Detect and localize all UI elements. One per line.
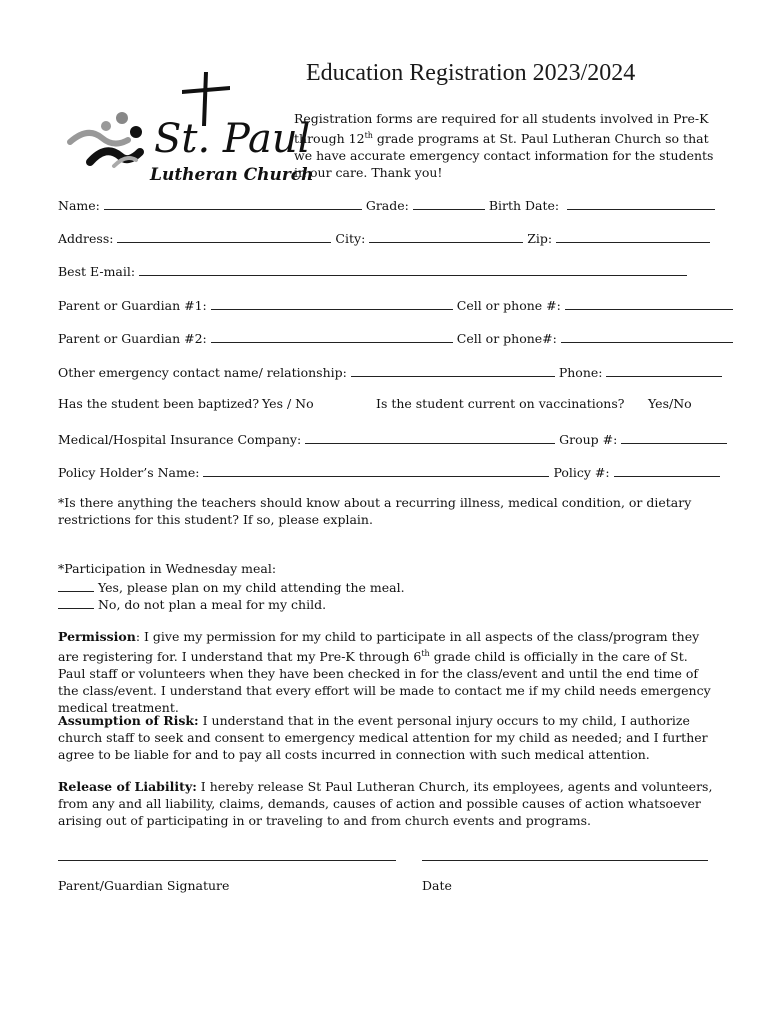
zip-label: Zip:: [527, 231, 553, 246]
baptized-label: Has the student been baptized?: [58, 396, 260, 411]
date-label: Date: [422, 878, 452, 893]
baptized-options[interactable]: Yes / No: [262, 396, 314, 411]
parent2-field[interactable]: [211, 329, 453, 343]
risk-label: Assumption of Risk:: [58, 713, 199, 728]
email-field[interactable]: [139, 262, 687, 276]
email-label: Best E-mail:: [58, 264, 136, 279]
figure-head-icon: [116, 112, 128, 124]
address-label: Address:: [58, 231, 114, 246]
name-field[interactable]: [104, 196, 362, 210]
phone-field[interactable]: [606, 363, 722, 377]
zip-field[interactable]: [556, 229, 710, 243]
meal-no-option: No, do not plan a meal for my child.: [97, 597, 327, 612]
emergency-field[interactable]: [351, 363, 555, 377]
intro-text: Registration forms are required for all students involved in Pre-K through 12th grade programs at St. Paul Lutheran Church so that we have accurate emergency contact information for the students in our care. Thank you!: [294, 111, 714, 181]
group-label: Group #:: [559, 432, 618, 447]
address-row: [58, 229, 710, 246]
cell2-label: Cell or phone#:: [456, 331, 557, 346]
phone-label: Phone:: [558, 365, 603, 380]
meal-heading: *Participation in Wednesday meal:: [58, 561, 277, 576]
signature-label: Parent/Guardian Signature: [58, 878, 230, 893]
meal-no-row: [58, 595, 326, 612]
grade-field[interactable]: [413, 196, 485, 210]
emergency-label: Other emergency contact name/ relationship:: [58, 365, 347, 380]
risk-paragraph: Assumption of Risk: I understand that in the event personal injury occurs to my child, I authorize church staff to seek and consent to emergency medical attention for my child as needed; and I further agree to be liable for and to pay all costs incurred in connection with such medical attention.: [58, 713, 708, 762]
logo-name-main: St. Paul: [154, 116, 311, 162]
name-row: [58, 196, 715, 213]
release-label: Release of Liability:: [58, 779, 197, 794]
vaccinations-label: Is the student current on vaccinations?: [376, 396, 625, 411]
parent1-field[interactable]: [211, 296, 453, 310]
page-title: Education Registration 2023/2024: [306, 60, 636, 86]
birth-date-field[interactable]: [567, 196, 715, 210]
logo-name-sub: Lutheran Church: [150, 165, 314, 185]
permission-paragraph: Permission: I give my permission for my child to participate in all aspects of the class/program they are registering for. I understand that my Pre-K through 6th grade child is officially in the care of St. Paul staff or volunteers when they have been checked in for the class/event and until the end time of the class/event. I understand that every effort will be made to contact me if my child needs emergency medical treatment.: [58, 629, 711, 716]
city-field[interactable]: [369, 229, 523, 243]
meal-no-blank[interactable]: [58, 595, 94, 609]
birth-date-label: Birth Date:: [488, 198, 560, 213]
permission-label: Permission: [58, 629, 136, 644]
parent1-row: [58, 296, 733, 313]
insurance-label: Medical/Hospital Insurance Company:: [58, 432, 302, 447]
cell1-field[interactable]: [565, 296, 733, 310]
signature-line[interactable]: [58, 860, 396, 861]
parent2-row: [58, 329, 733, 346]
policy-row: [58, 463, 720, 480]
policy-holder-field[interactable]: [203, 463, 549, 477]
email-row: [58, 262, 687, 279]
name-label: Name:: [58, 198, 100, 213]
meal-yes-blank[interactable]: [58, 578, 94, 592]
group-field[interactable]: [621, 430, 727, 444]
church-logo: [62, 66, 314, 186]
parent1-label: Parent or Guardian #1:: [58, 298, 207, 313]
emergency-row: [58, 363, 722, 380]
parent2-label: Parent or Guardian #2:: [58, 331, 207, 346]
insurance-field[interactable]: [305, 430, 555, 444]
conditions-question: *Is there anything the teachers should know about a recurring illness, medical condition, or dietary restrictions for this student? If so, please explain.: [58, 495, 692, 527]
vaccinations-options[interactable]: Yes/No: [648, 396, 692, 411]
grade-label: Grade:: [365, 198, 409, 213]
meal-yes-option: Yes, please plan on my child attending the meal.: [97, 580, 405, 595]
insurance-row: [58, 430, 727, 447]
policy-holder-label: Policy Holder’s Name:: [58, 465, 200, 480]
release-paragraph: Release of Liability: I hereby release St Paul Lutheran Church, its employees, agents and volunteers, from any and all liability, claims, demands, causes of action and possible causes of action whatsoever arising out of participating in or traveling to and from church events and programs.: [58, 779, 713, 828]
date-line[interactable]: [422, 860, 708, 861]
meal-yes-row: [58, 578, 405, 595]
address-field[interactable]: [117, 229, 331, 243]
policy-number-field[interactable]: [614, 463, 720, 477]
cell1-label: Cell or phone #:: [456, 298, 561, 313]
cell2-field[interactable]: [561, 329, 733, 343]
policy-number-label: Policy #:: [553, 465, 610, 480]
city-label: City:: [335, 231, 366, 246]
